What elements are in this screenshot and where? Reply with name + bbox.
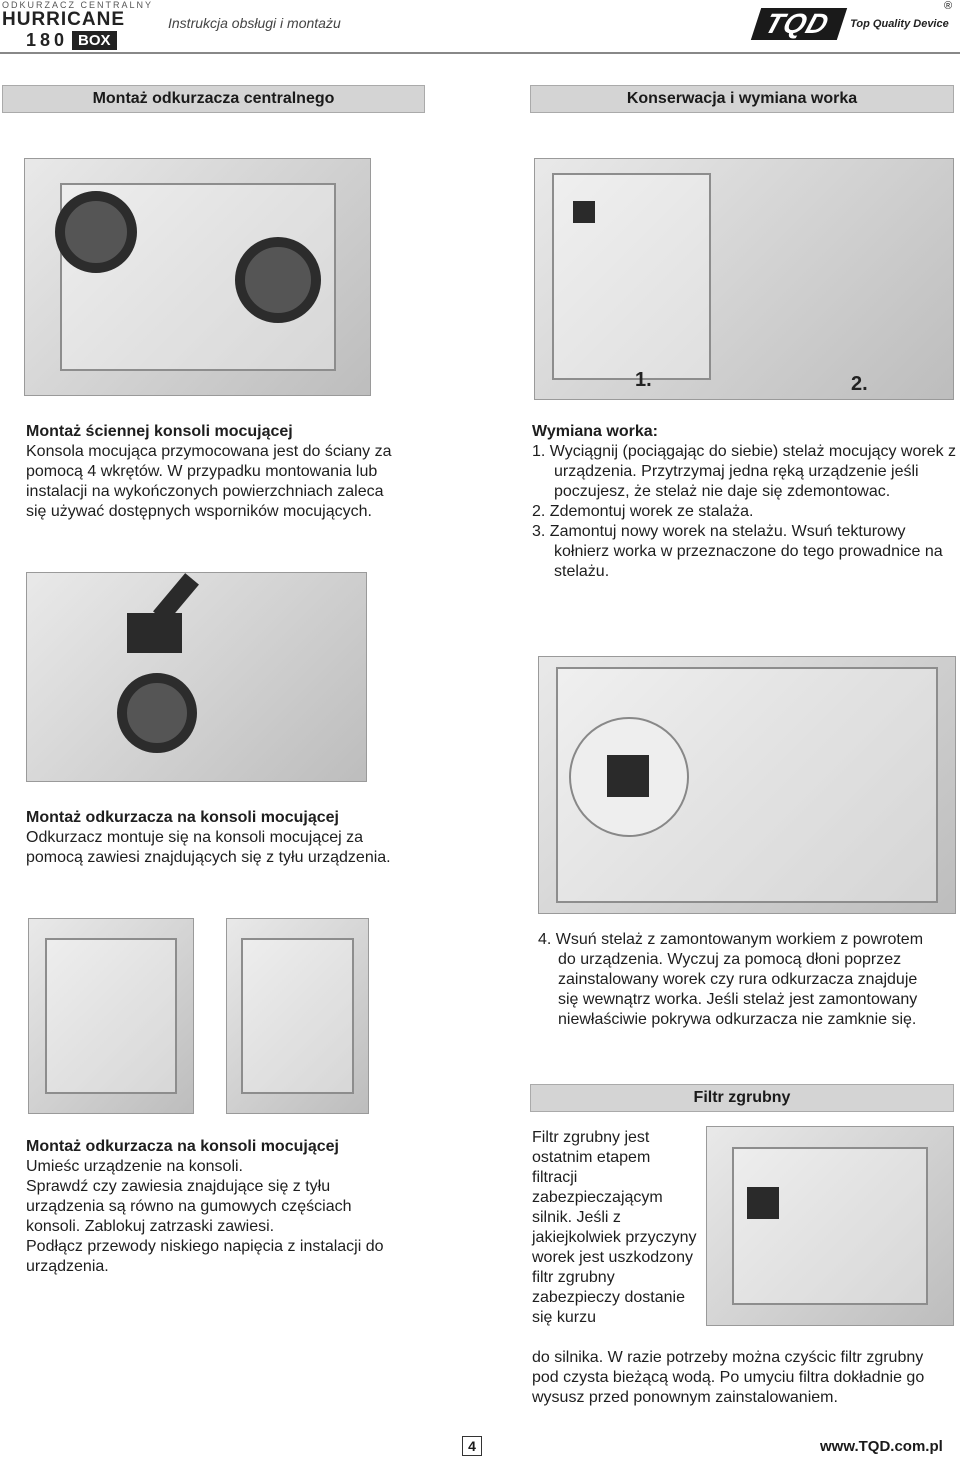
photo-hanging-unit-2 [226, 918, 369, 1114]
unit-placement-block [26, 1137, 406, 1277]
unit-mounting-title: Montaż odkurzacza na konsoli mocującej [26, 809, 339, 826]
photo-label-1: 1. [635, 369, 652, 391]
brand-model-box: BOX [72, 31, 117, 50]
website-url[interactable]: www.TQD.com.pl [820, 1438, 943, 1455]
bag-step-3: 3. Zamontuj nowy worek na stelażu. Wsuń tekturowy kołnierz worka w przeznaczone do tego prowadnice na stelażu. [532, 523, 943, 580]
section-title-filter: Filtr zgrubny [530, 1084, 954, 1112]
bag-step-2: 2. Zdemontuj worek ze stalaża. [532, 503, 754, 520]
unit-placement-line-3: Podłącz przewody niskiego napięcia z instalacji do urządzenia. [26, 1238, 384, 1275]
logo-tagline: Top Quality Device [850, 18, 949, 30]
brand-model [26, 30, 117, 50]
photo-unit-hanger [26, 572, 367, 782]
filter-text-wide: do silnika. W razie potrzeby można czyścic filtr zgrubny pod czysta bieżącą wodą. Po umyciu filtra dokładnie go wysusz przed ponownym zainstalowaniem. [532, 1349, 925, 1406]
unit-mounting-block [26, 808, 401, 868]
section-title-maintenance: Konserwacja i wymiana worka [530, 85, 954, 113]
brand-model-number: 180 [26, 29, 69, 50]
tqd-logo [756, 4, 949, 44]
photo-coarse-filter [706, 1126, 954, 1326]
document-subtitle: Instrukcja obsługi i montażu [168, 15, 341, 31]
photo-wall-console [24, 158, 371, 396]
filter-text-narrow: Filtr zgrubny jest ostatnim etapem filtracji zabezpieczającym silnik. Jeśli z jakiejkolwiek przyczyny worek jest uszkodzony filtr zgrubny zabezpieczy dostanie się kurzu [532, 1129, 697, 1326]
console-mounting-block [26, 422, 406, 522]
photo-bag-frame [538, 656, 956, 914]
photo-label-2: 2. [851, 373, 868, 395]
unit-placement-line-2: Sprawdź czy zawiesia znajdujące się z tyłu urządzenia są równo na gumowych częściach konsoli. Zablokuj zatrzaski zawiesi. [26, 1178, 352, 1235]
registered-mark: ® [944, 0, 953, 12]
header-divider [0, 52, 960, 54]
page-number: 4 [462, 1436, 482, 1456]
unit-placement-title: Montaż odkurzacza na konsoli mocującej [26, 1138, 339, 1155]
console-mounting-title: Montaż ściennej konsoli mocującej [26, 423, 293, 440]
brand-name: HURRICANE [2, 9, 125, 30]
console-mounting-text: Konsola mocująca przymocowana jest do ściany za pomocą 4 wkrętów. W przypadku montowania lub instalacji na wykończonych powierzchniach zaleca się używać dostępnych wsporników mocujących. [26, 443, 392, 520]
unit-mounting-text: Odkurzacz montuje się na konsoli mocującej za pomocą zawiesi znajdujących się z tyłu urządzenia. [26, 829, 391, 866]
brand-top-label: ODKURZACZ CENTRALNY [2, 0, 154, 10]
bag-step-1: 1. Wyciągnij (pociągając do siebie) stelaż mocujący worek z urządzenia. Przytrzymaj jedna ręką urządzenie jeśli poczujesz, że stelaż nie daje się zdemontowac. [532, 443, 957, 500]
bag-replacement-block [532, 422, 958, 582]
photo-bag-removal [534, 158, 954, 400]
section-title-mounting: Montaż odkurzacza centralnego [2, 85, 425, 113]
logo-mark: TQD [751, 8, 848, 40]
photo-hanging-unit-1 [28, 918, 194, 1114]
bag-replacement-title: Wymiana worka: [532, 423, 658, 440]
bag-step-4: 4. Wsuń stelaż z zamontowanym workiem z powrotem do urządzenia. Wyczuj za pomocą dłoni poprzez zainstalowany worek czy rura odkurzacza znajduje się wewnątrz worka. Jeśli stelaż jest zamontowany niewłaściwie pokrywa odkurzacza nie zamknie się. [538, 931, 924, 1028]
unit-placement-line-1: Umieśc urządzenie na konsoli. [26, 1158, 243, 1175]
